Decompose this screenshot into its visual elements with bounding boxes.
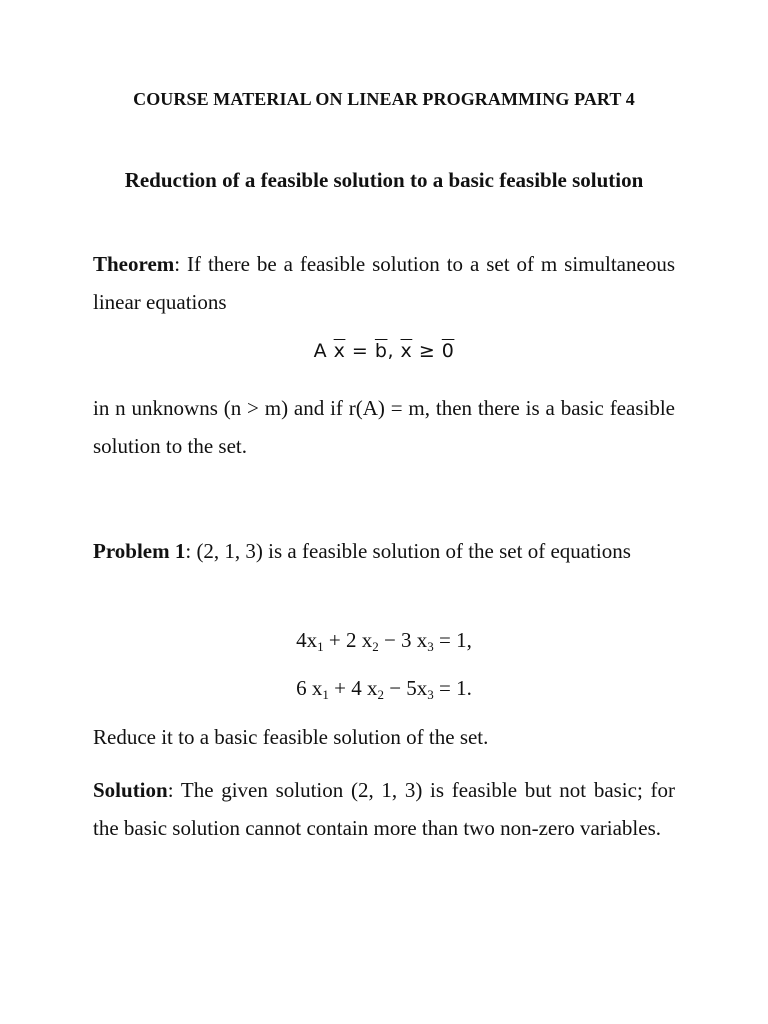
- document-title: COURSE MATERIAL ON LINEAR PROGRAMMING PART 4: [133, 89, 635, 109]
- equation-vector-x-2: $\overline{x}$: [400, 340, 413, 362]
- equation-separator: ,: [387, 340, 401, 362]
- solution-label: Solution: [93, 778, 168, 802]
- theorem-label: Theorem: [93, 252, 175, 276]
- eq2-term1: 6 x: [296, 676, 323, 700]
- eq2-sub1: 1: [322, 687, 329, 702]
- eq1-term2: + 2 x: [323, 628, 373, 652]
- eq1-sub3: 3: [427, 639, 434, 654]
- equation-vector-b: $\overline{b}$: [374, 340, 388, 362]
- eq2-term3: − 5x: [383, 676, 428, 700]
- problem-paragraph: [93, 532, 675, 570]
- section-heading: Reduction of a feasible solution to a basic feasible solution: [124, 168, 644, 192]
- eq1-sub1: 1: [317, 639, 324, 654]
- theorem-text: : If there be a feasible solution to a set of m simultaneous linear equations: [93, 252, 675, 314]
- eq1-rhs: = 1,: [433, 628, 472, 652]
- equation-zero-vector: 0: [441, 340, 455, 362]
- solution-paragraph: [93, 771, 675, 847]
- theorem-continuation: in n unknowns (n > m) and if r(A) = m, then there is a basic feasible solution to the set.: [93, 396, 675, 458]
- eq1-term3: − 3 x: [378, 628, 428, 652]
- problem-text: : (2, 1, 3) is a feasible solution of the set of equations: [185, 539, 631, 563]
- eq2-sub2: 2: [377, 687, 384, 702]
- solution-text: : The given solution (2, 1, 3) is feasible but not basic; for the basic solution cannot contain more than two non-zero variables.: [93, 778, 675, 840]
- equation-coefficient: A: [313, 340, 328, 362]
- equation-relation: ≥: [412, 340, 442, 362]
- problem-equation-1: [0, 628, 768, 653]
- problem-equation-2: [0, 676, 768, 701]
- problem-task: Reduce it to a basic feasible solution of the set.: [93, 725, 489, 749]
- eq2-sub3: 3: [427, 687, 434, 702]
- problem-label: Problem 1: [93, 539, 186, 563]
- eq1-term1: 4x: [296, 628, 318, 652]
- equation-equals: =: [345, 340, 375, 362]
- eq2-term2: + 4 x: [328, 676, 378, 700]
- theorem-equation: [0, 340, 768, 362]
- theorem-paragraph: [93, 245, 675, 321]
- eq2-rhs: = 1.: [433, 676, 472, 700]
- eq1-sub2: 2: [372, 639, 379, 654]
- equation-vector-x: $\overline{x}$: [333, 340, 346, 362]
